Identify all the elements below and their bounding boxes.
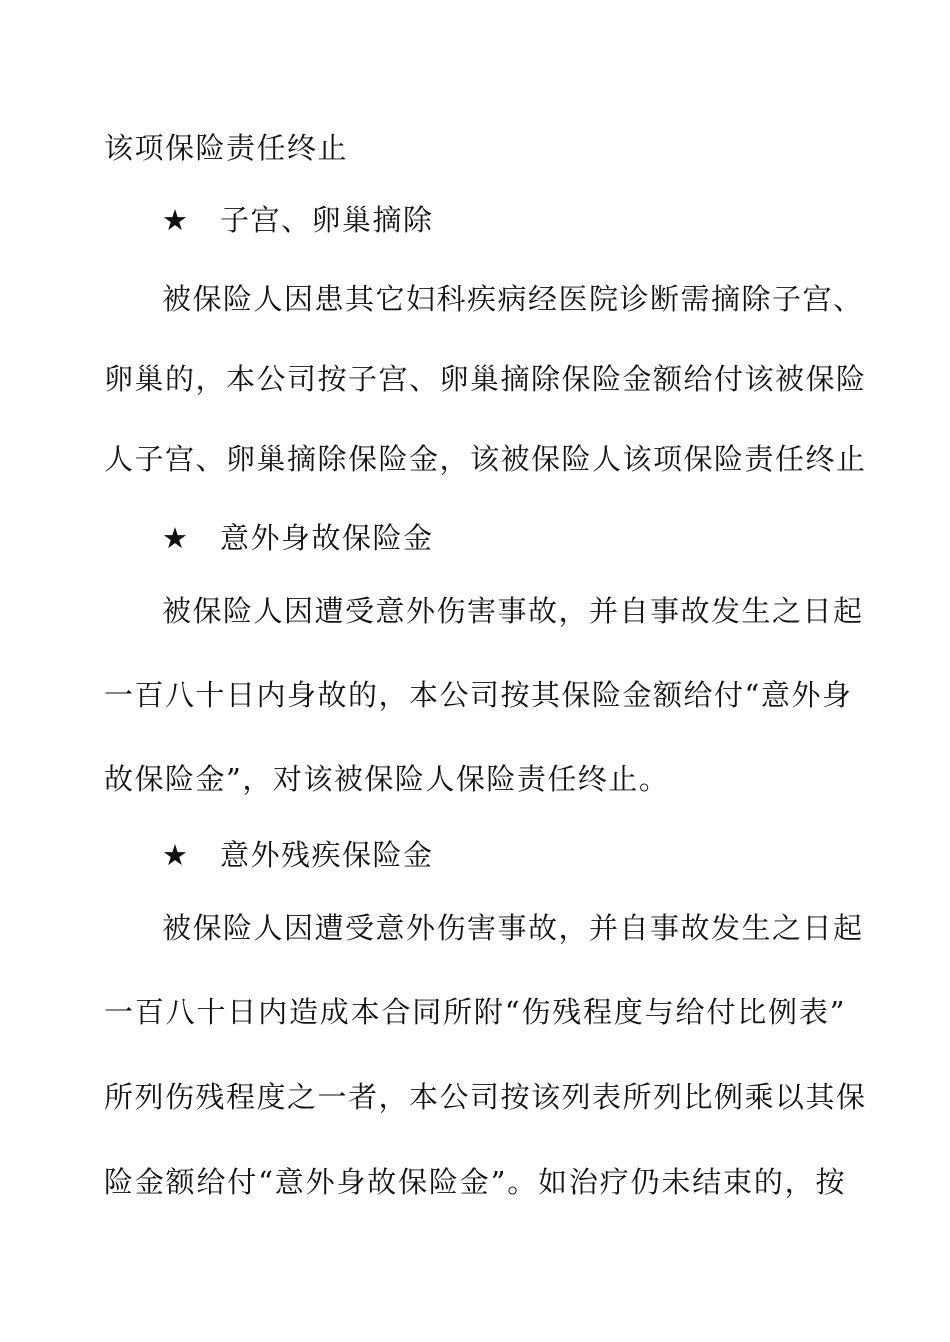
paragraph-line: 卵巢的，本公司按子宫、卵巢摘除保险金额给付该被保险 (104, 362, 867, 396)
star-bullet-icon: ★ (162, 838, 190, 872)
paragraph-line: 故保险金”，对该被保险人保险责任终止。 (104, 762, 670, 796)
section-heading-title: 子宫、卵巢摘除 (220, 203, 434, 237)
section-heading-title: 意外身故保险金 (220, 521, 434, 555)
section-heading (162, 198, 434, 242)
paragraph-line: 被保险人因遭受意外伤害事故，并自事故发生之日起 (162, 594, 864, 628)
star-bullet-icon: ★ (162, 203, 190, 237)
section-heading-title: 意外残疾保险金 (220, 838, 434, 872)
paragraph-line: 所列伤残程度之一者，本公司按该列表所列比例乘以其保 (104, 1080, 867, 1114)
star-bullet-icon: ★ (162, 521, 190, 555)
paragraph-line: 被保险人因患其它妇科疾病经医院诊断需摘除子宫、 (162, 282, 864, 316)
paragraph-line: 人子宫、卵巢摘除保险金，该被保险人该项保险责任终止 (104, 442, 867, 476)
section-heading (162, 833, 434, 877)
section-heading (162, 516, 434, 560)
paragraph-line: 被保险人因遭受意外伤害事故，并自事故发生之日起 (162, 911, 864, 945)
paragraph-line: 一百八十日内造成本合同所附“伤残程度与给付比例表” (104, 995, 846, 1029)
paragraph-line: 险金额给付“意外身故保险金”。如治疗仍未结束的，按 (104, 1165, 846, 1199)
paragraph-line: 一百八十日内身故的，本公司按其保险金额给付“意外身 (104, 678, 853, 712)
paragraph-line: 该项保险责任终止 (104, 131, 349, 165)
